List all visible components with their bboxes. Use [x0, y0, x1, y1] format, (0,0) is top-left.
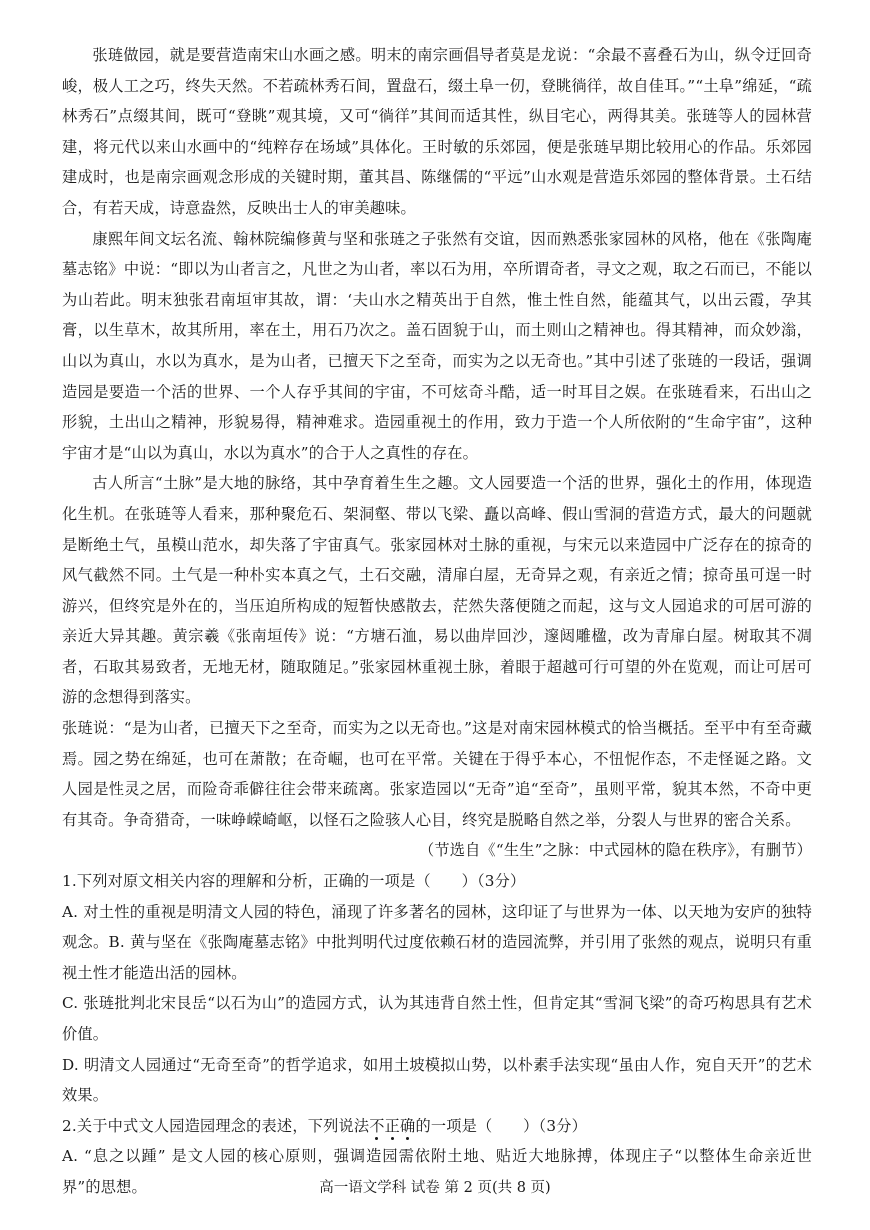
question-2-stem-start: 2.关于中式文人园造园理念的表述，下列说法 [62, 1116, 370, 1135]
question-1-option-c: C. 张琏批判北宋艮岳“以石为山”的造园方式，认为其违背自然土性，但肯定其“雪洞飞梁”的奇巧构思具有艺术价值。 [62, 994, 812, 1043]
passage-source-note: （节选自《“生生”之脉：中式园林的隐在秩序》，有删节） [418, 841, 812, 860]
passage-paragraph-2: 康熙年间文坛名流、翰林院编修黄与坚和张琏之子张然有交谊，因而熟悉张家园林的风格，他在《张陶庵墓志铭》中说：“即以为山者言之，凡世之为山者，率以石为用，卒所谓奇者，寻文之观，取之石而已，不能以为山若此。明末独张君南垣审其故，谓：‘夫山水之精英出于自然，惟土性自然，能蕴其气，以出云霞，孕其膏，以生草木，故其所用，率在土，用石乃次之。盖石固貌于山，而土则山之精神也。得其精神，而众妙滃，山以为真山，水以为真水，是为山者，已擅天下之至奇，而实为之以无奇也。”其中引述了张琏的一段话，强调造园是要造一个活的世界、一个人存乎其间的宇宙，不可炫奇斗酷，适一时耳目之娱。在张琏看来，石出山之形貌，土出山之精神，形貌易得，精神难求。造园重视土的作用，致力于造一个人所依附的“生命宇宙”，这种宇宙才是“山以为真山，水以为真水”的合于人之真性的存在。 [62, 229, 812, 462]
question-2-stem-end: 的一项是（ ）（3分） [415, 1116, 587, 1135]
passage-paragraph-1: 张琏做园，就是要营造南宋山水画之感。明末的南宗画倡导者莫是龙说：“余最不喜叠石为山，纵令迂回奇峻，极人工之巧，终失天然。不若疏林秀石间，置盘石，缀土阜一仞，登眺徜徉，故自佳耳。”“土阜”绵延，“疏林秀石”点缀其间，既可“登眺”观其境，又可“徜徉”其间而适其性，纵目宅心，两得其美。张琏等人的园林营建，将元代以来山水画中的“纯粹存在场域”具体化。王时敏的乐郊园，便是张琏早期比较用心的作品。乐郊园建成时，也是南宗画观念形成的关键时期，董其昌、陈继儒的“平远”山水观是营造乐郊园的整体背景。土石结合，有若天成，诗意盎然，反映出士人的审美趣味。 [62, 46, 812, 217]
passage-paragraph-3: 古人所言“土脉”是大地的脉络，其中孕育着生生之趣。文人园要造一个活的世界，强化土的作用，体现造化生机。在张琏等人看来，那种聚危石、架洞壑、带以飞梁、矗以高峰、假山雪洞的营造方式，最大的问题就是断绝土气，虽模山范水，却失落了宇宙真气。张家园林对土脉的重视，与宋元以来造园中广泛存在的掠奇的风气截然不同。土气是一种朴实本真之气，土石交融，清扉白屋，无奇异之观，有亲近之情；掠奇虽可逞一时游兴，但终究是外在的，当压迫所构成的短暂快感散去，茫然失落便随之而起，这与文人园追求的可居可游的亲近大异其趣。黄宗羲《张南垣传》说：“方塘石洫，易以曲岸回沙，邃闼雕楹，改为青扉白屋。树取其不凋者，石取其易致者，无地无材，随取随足。”张家园林重视土脉，着眼于超越可行可望的外在览观，而让可居可游的念想得到落实。 [62, 474, 812, 707]
emphasis-char-2: 正 [384, 1116, 401, 1135]
page-footer: 高一语文学科 试卷 第 2 页(共 8 页) [319, 1180, 551, 1196]
passage-paragraph-4: 张琏说：“是为山者，已擅天下之至奇，而实为之以无奇也。”这是对南宋园林模式的恰当概括。至平中有至奇藏焉。园之势在绵延，也可在萧散；在奇崛，也可在平常。关键在于得乎本心，不忸怩作态，不走怪诞之路。文人园是性灵之居，而险奇乖僻往往会带来疏离。张家造园以“无奇”追“至奇”，虽则平常，貌其本然，不奇中更有其奇。争奇猎奇，一味峥嵘崎岖，以怪石之险骇人心目，终究是脱略自然之举，分裂人与世界的密合关系。 [62, 719, 812, 829]
emphasis-char-3: 确 [400, 1116, 416, 1135]
question-1-option-d: D. 明清文人园通过“无奇至奇”的哲学追求，如用土坡模拟山势，以朴素手法实现“虽由人作，宛自天开”的艺术效果。 [62, 1055, 812, 1105]
question-1-options-a-b: A. 对土性的重视是明清文人园的特色，涌现了许多著名的园林，这印证了与世界为一体、以天地为安庐的独特观念。B. 黄与坚在《张陶庵墓志铭》中批判明代过度依赖石材的造园流弊，并引用了张然的观点，说明只有重视土性才能造出活的园林。 [62, 902, 812, 982]
question-2-stem [62, 1111, 812, 1142]
emphasis-char-1: 不 [369, 1116, 385, 1135]
question-2-option-a: A. “息之以踵” 是文人园的核心原则，强调造园需依附土地、贴近大地脉搏，体现庄子“以整体生命亲近世界”的思想。 [62, 1147, 812, 1196]
question-1-stem: 1.下列对原文相关内容的理解和分析，正确的一项是（ ）（3分） [62, 872, 526, 891]
